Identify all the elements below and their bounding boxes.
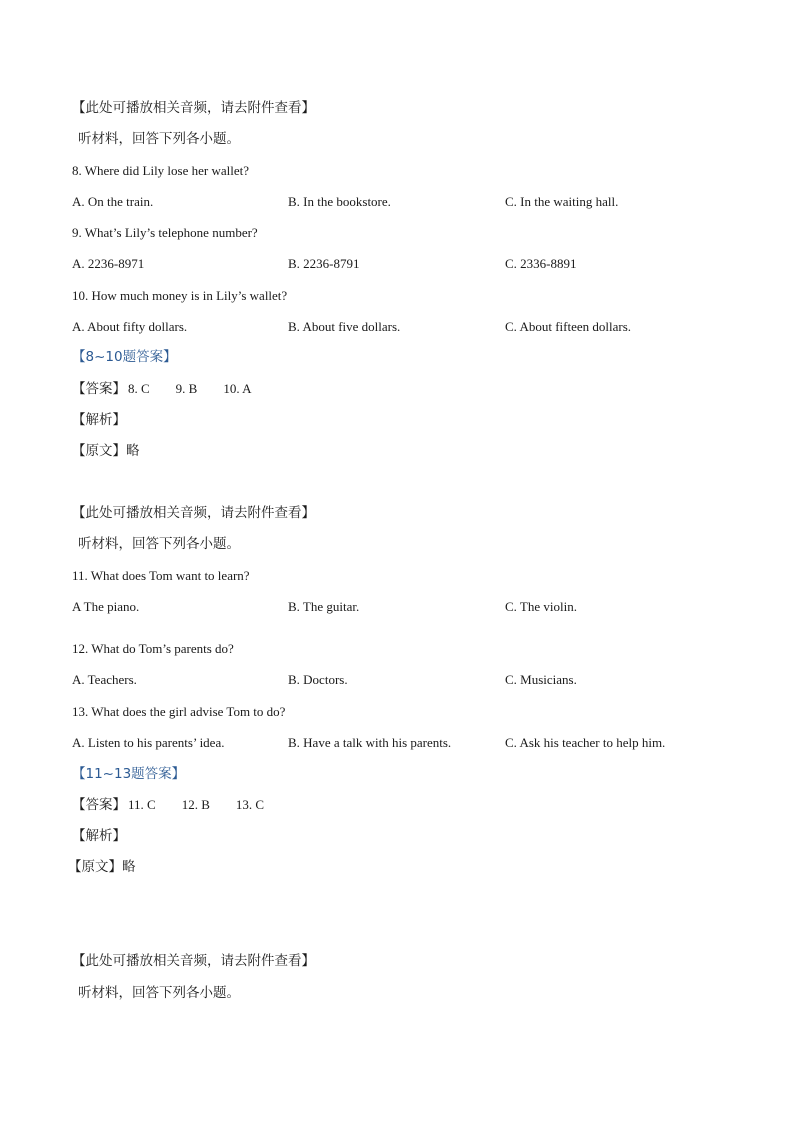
answer-13: 13. C [235,797,265,812]
question-11-option-c: C. The violin. [505,599,577,614]
audio-note-1: 【此处可播放相关音频，请去附件查看】 [72,100,315,116]
question-11-option-b: B. The guitar. [288,599,360,614]
question-10-option-b: B. About five dollars. [288,319,401,334]
question-10-option-c: C. About fifteen dollars. [505,319,632,334]
question-13-option-a: A. Listen to his parents’ idea. [72,735,225,750]
question-8-option-c: C. In the waiting hall. [505,194,619,209]
original-label-2: 【原文】略 [68,859,136,875]
question-8-option-a: A. On the train. [72,194,154,209]
answer-11: 11. C [128,797,156,812]
question-9-option-a: A. 2236-8971 [72,256,145,271]
question-12-stem: 12. What do Tom’s parents do? [72,641,234,656]
audio-note-3: 【此处可播放相关音频，请去附件查看】 [72,953,315,969]
question-12-option-a: A. Teachers. [72,672,137,687]
answer-10: 10. A [223,381,252,396]
question-13-stem: 13. What does the girl advise Tom to do? [72,704,286,719]
answer-heading-11-13: 【11~13题答案】 [72,766,186,782]
question-13-option-b: B. Have a talk with his parents. [288,735,452,750]
question-8-option-b: B. In the bookstore. [288,194,391,209]
question-12-option-c: C. Musicians. [505,672,577,687]
question-11-option-a: A The piano. [72,599,140,614]
analysis-label-2: 【解析】 [72,828,126,844]
answer-line-11-13 [72,796,264,814]
answer-8: 8. C [128,381,150,396]
original-label-1: 【原文】略 [72,443,140,459]
question-10-stem: 10. How much money is in Lily’s wallet? [72,288,288,303]
question-10-option-a: A. About fifty dollars. [72,319,188,334]
question-11-stem: 11. What does Tom want to learn? [72,568,250,583]
answer-label: 【答案】 [72,797,126,813]
question-9-option-b: B. 2236-8791 [288,256,360,271]
answer-line-8-10 [72,380,252,398]
question-12-option-b: B. Doctors. [288,672,348,687]
question-9-stem: 9. What’s Lily’s telephone number? [72,225,258,240]
answer-12: 12. B [181,797,210,812]
answer-9: 9. B [175,381,198,396]
audio-note-2: 【此处可播放相关音频，请去附件查看】 [72,505,315,521]
instruction-3: 听材料，回答下列各小题。 [78,985,240,1001]
answer-label: 【答案】 [72,381,126,397]
question-9-option-c: C. 2336-8891 [505,256,577,271]
answer-heading-8-10: 【8~10题答案】 [72,349,177,365]
instruction-1: 听材料，回答下列各小题。 [78,131,240,147]
analysis-label-1: 【解析】 [72,412,126,428]
question-8-stem: 8. Where did Lily lose her wallet? [72,163,250,178]
instruction-2: 听材料，回答下列各小题。 [78,536,240,552]
question-13-option-c: C. Ask his teacher to help him. [505,735,666,750]
